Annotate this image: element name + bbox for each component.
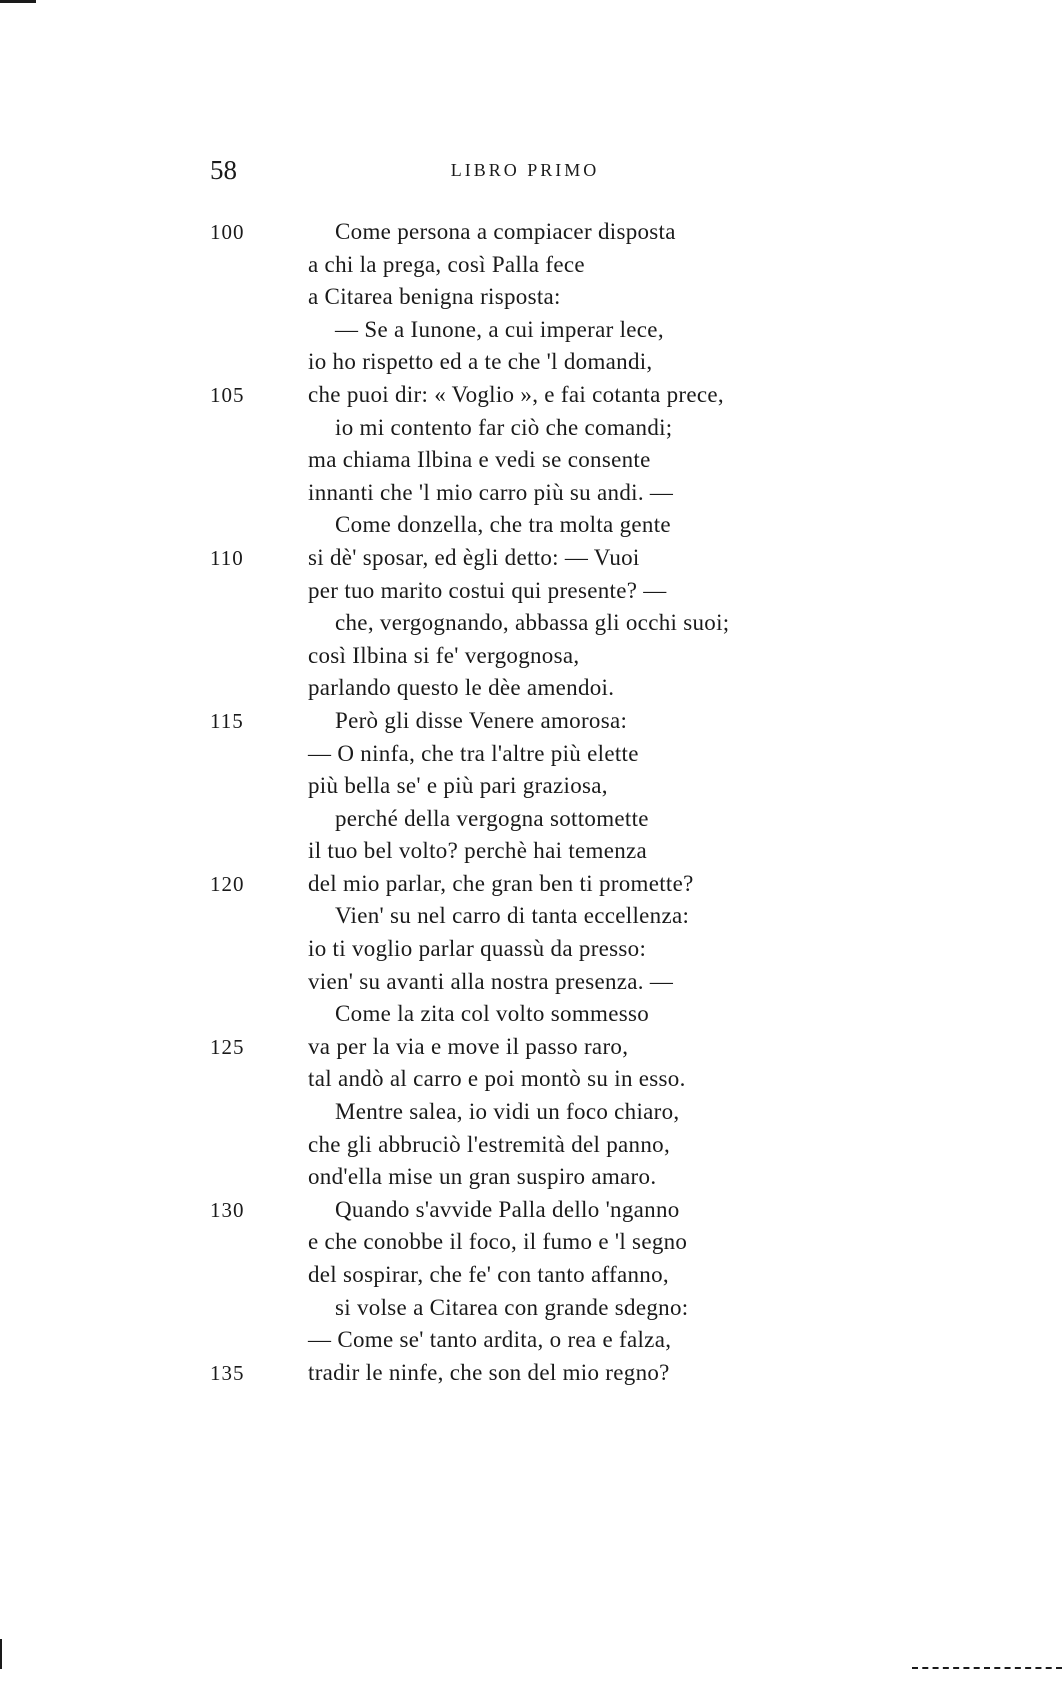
scan-edge-mark (0, 1639, 2, 1669)
verse-text: il tuo bel volto? perchè hai temenza (308, 838, 648, 864)
verse-text: perché della vergogna sottomette (335, 805, 649, 831)
verse-text: Come la zita col volto sommesso (335, 1001, 650, 1027)
verse-text: vien' su avanti alla nostra presenza. — (308, 968, 674, 994)
poem-body (210, 216, 850, 1389)
verse-text: ma chiama Ilbina e vedi se consente (308, 447, 651, 473)
running-title: LIBRO PRIMO (450, 160, 600, 180)
verse-text: — O ninfa, che tra l'altre più elette (308, 740, 639, 766)
verse-text: innanti che 'l mio carro più su andi. — (308, 479, 674, 505)
verse-number: 105 (210, 382, 245, 407)
verse-line (210, 640, 850, 673)
verse-text: si dè' sposar, ed ègli detto: — Vuoi (308, 544, 640, 570)
verse-line (210, 314, 850, 347)
verse-line (210, 249, 850, 282)
verse-text: io ti voglio parlar quassù da presso: (308, 936, 647, 962)
verse-line (210, 575, 850, 608)
verse-text: — Se a Iunone, a cui imperar lece, (335, 316, 664, 342)
verse-text: parlando questo le dèe amendoi. (308, 675, 615, 701)
verse-line (210, 770, 850, 803)
verse-text: che gli abbruciò l'estremità del panno, (308, 1131, 671, 1157)
verse-line (210, 346, 850, 379)
verse-number: 100 (210, 220, 245, 244)
verse-text: va per la via e move il passo raro, (308, 1033, 629, 1059)
verse-line (210, 672, 850, 705)
verse-line (210, 1096, 850, 1129)
verse-text: — Come se' tanto ardita, o rea e falza, (308, 1327, 672, 1353)
verse-line (210, 835, 850, 868)
verse-text: così Ilbina si fe' vergognosa, (308, 642, 580, 668)
verse-line (210, 444, 850, 477)
verse-line (210, 379, 850, 412)
scan-bottom-mark (912, 1667, 1062, 1671)
verse-line (210, 933, 850, 966)
verse-text: tal andò al carro e poi montò su in esso. (308, 1066, 686, 1092)
verse-text: a Citarea benigna risposta: (308, 284, 561, 310)
verse-line (210, 542, 850, 575)
verse-text: Come persona a compiacer disposta (335, 219, 676, 244)
scan-border-mark (0, 0, 36, 3)
verse-text: e che conobbe il foco, il fumo e 'l segno (308, 1229, 688, 1255)
verse-text: Quando s'avvide Palla dello 'nganno (335, 1196, 680, 1222)
verse-number: 135 (210, 1360, 245, 1385)
verse-number: 125 (210, 1034, 245, 1059)
verse-line (210, 1063, 850, 1096)
verse-text: per tuo marito costui qui presente? — (308, 577, 667, 603)
verse-line (210, 868, 850, 901)
verse-line (210, 966, 850, 999)
verse-line (210, 803, 850, 836)
running-head (210, 150, 810, 190)
verse-text: del mio parlar, che gran ben ti promette? (308, 870, 694, 896)
verse-text: ond'ella mise un gran suspiro amaro. (308, 1164, 657, 1190)
verse-text: Mentre salea, io vidi un foco chiaro, (335, 1099, 680, 1125)
verse-line (210, 607, 850, 640)
verse-text: che, vergognando, abbassa gli occhi suoi; (335, 610, 730, 636)
verse-text: del sospirar, che fe' con tanto affanno, (308, 1262, 669, 1287)
verse-text: più bella se' e più pari graziosa, (308, 773, 608, 799)
verse-number: 130 (210, 1197, 245, 1222)
verse-line (210, 1161, 850, 1194)
verse-line (210, 281, 850, 314)
verse-line (210, 509, 850, 542)
verse-text: Vien' su nel carro di tanta eccellenza: (335, 903, 690, 929)
verse-line (210, 1357, 850, 1390)
verse-line (210, 998, 850, 1031)
verse-line (210, 1324, 850, 1357)
verse-number: 115 (210, 708, 244, 733)
verse-text: Come donzella, che tra molta gente (335, 512, 671, 538)
verse-line (210, 738, 850, 771)
verse-line (210, 1031, 850, 1064)
verse-number: 110 (210, 545, 244, 570)
verse-line (210, 412, 850, 445)
verse-text: si volse a Citarea con grande sdegno: (335, 1294, 689, 1320)
verse-text: Però gli disse Venere amorosa: (335, 707, 628, 733)
verse-text: che puoi dir: « Voglio », e fai cotanta prece, (308, 381, 724, 407)
verse-line (210, 477, 850, 510)
page-number: 58 (210, 155, 237, 185)
verse-text: a chi la prega, così Palla fece (308, 251, 585, 277)
verse-text: io mi contento far ciò che comandi; (335, 414, 673, 440)
verse-line (210, 1129, 850, 1162)
verse-text: io ho rispetto ed a te che 'l domandi, (308, 349, 653, 375)
verse-line (210, 1292, 850, 1325)
verse-number: 120 (210, 871, 245, 896)
verse-line (210, 705, 850, 738)
verse-line (210, 1226, 850, 1259)
verse-line (210, 216, 850, 249)
verse-line (210, 1194, 850, 1227)
verse-line (210, 1259, 850, 1292)
verse-text: tradir le ninfe, che son del mio regno? (308, 1359, 670, 1385)
verse-line (210, 900, 850, 933)
